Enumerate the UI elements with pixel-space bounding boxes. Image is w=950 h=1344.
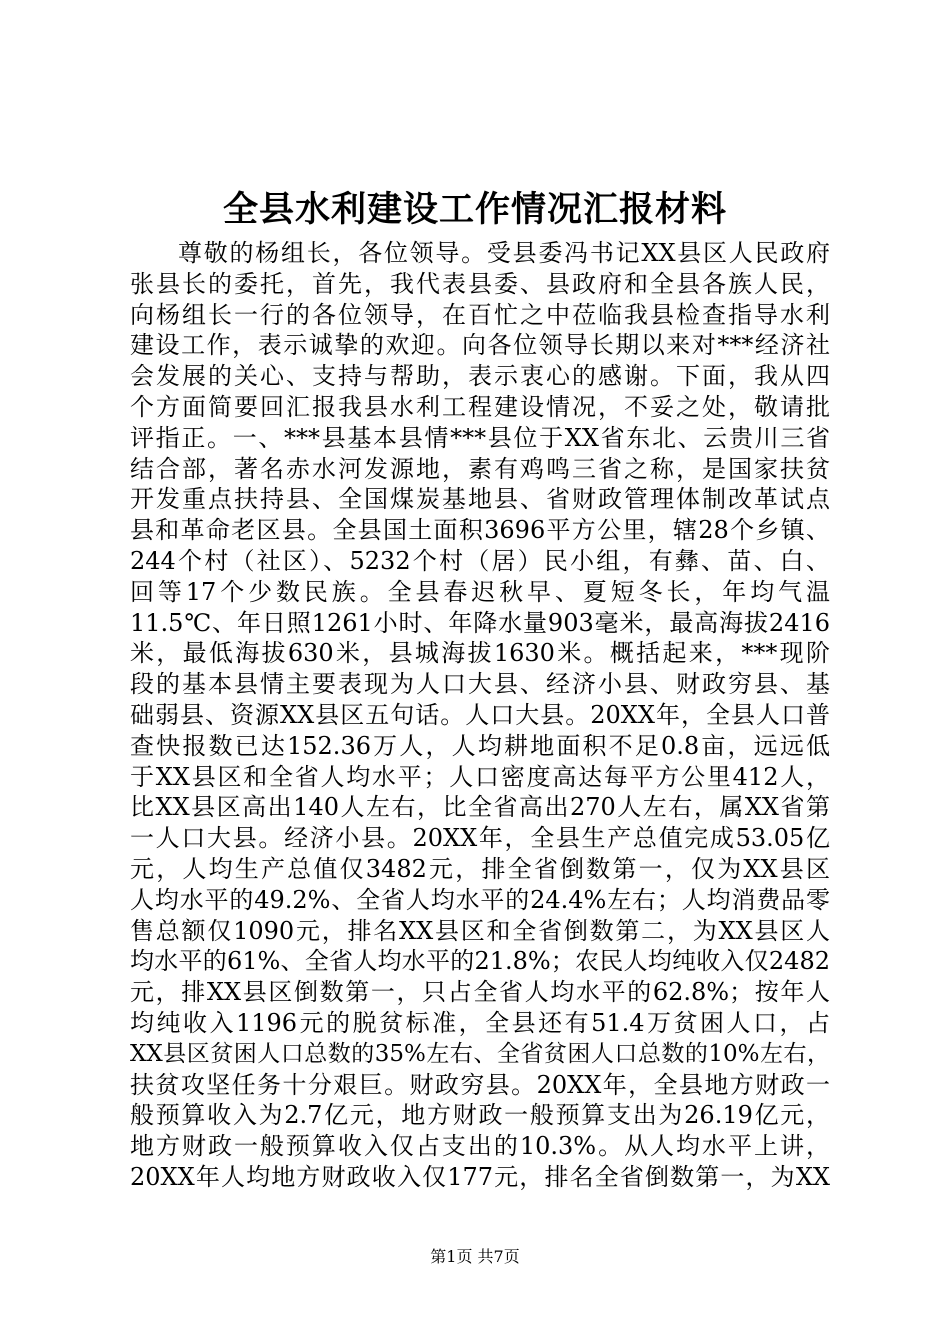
body-line: 段的基本县情主要表现为人口大县、经济小县、财政穷县、基 (130, 670, 830, 699)
body-line: 会发展的关心、支持与帮助，表示衷心的感谢。下面，我从四 (130, 362, 830, 391)
body-line: 般预算收入为2.7亿元，地方财政一般预算支出为26.19亿元， (130, 1101, 830, 1130)
body-line: 均纯收入1196元的脱贫标准，全县还有51.4万贫困人口，占 (130, 1008, 830, 1037)
body-line: 开发重点扶持县、全国煤炭基地县、省财政管理体制改革试点 (130, 485, 830, 514)
body-line: 础弱县、资源XX县区五句话。人口大县。20XX年，全县人口普 (130, 700, 830, 729)
body-line: 元，排XX县区倒数第一，只占全省人均水平的62.8%；按年人 (130, 978, 830, 1007)
body-line: 尊敬的杨组长，各位领导。受县委冯书记XX县区人民政府 (178, 239, 830, 267)
body-line: 售总额仅1090元，排名XX县区和全省倒数第二，为XX县区人 (130, 916, 830, 945)
body-line: 个方面简要回汇报我县水利工程建设情况，不妥之处，敬请批 (130, 392, 830, 421)
body-line: 均水平的61%、全省人均水平的21.8%；农民人均纯收入仅2482 (130, 947, 830, 976)
body-line: 地方财政一般预算收入仅占支出的10.3%。从人均水平上讲， (130, 1132, 830, 1161)
body-line: 244个村（社区）、5232个村（居）民小组，有彝、苗、白、 (130, 546, 830, 575)
body-line: 米，最低海拔630米，县城海拔1630米。概括起来，***现阶 (130, 639, 830, 668)
document-body (130, 238, 830, 1193)
body-line: 元，人均生产总值仅3482元，排全省倒数第一，仅为XX县区 (130, 854, 830, 883)
document-title: 全县水利建设工作情况汇报材料 (222, 189, 727, 230)
body-line: 向杨组长一行的各位领导，在百忙之中莅临我县检查指导水利 (130, 300, 830, 329)
body-line: 于XX县区和全省人均水平；人口密度高达每平方公里412人， (130, 762, 830, 791)
body-line: 评指正。一、***县基本县情***县位于XX省东北、云贵川三省 (130, 423, 830, 452)
body-line: 张县长的委托，首先，我代表县委、县政府和全县各族人民， (130, 269, 830, 298)
body-line: 建设工作，表示诚挚的欢迎。向各位领导长期以来对***经济社 (130, 331, 830, 360)
body-line: XX县区贫困人口总数的35%左右、全省贫困人口总数的10%左右， (130, 1040, 830, 1067)
body-line: 20XX年人均地方财政收入仅177元，排名全省倒数第一，为XX (130, 1162, 830, 1191)
body-line: 比XX县区高出140人左右，比全省高出270人左右，属XX省第 (130, 793, 830, 822)
body-line: 一人口大县。经济小县。20XX年，全县生产总值完成53.05亿 (130, 824, 830, 853)
body-line: 县和革命老区县。全县国土面积3696平方公里，辖28个乡镇、 (130, 516, 830, 545)
body-line: 查快报数已达152.36万人，人均耕地面积不足0.8亩，远远低 (130, 731, 830, 760)
page-footer: 第1页 共7页 (430, 1247, 520, 1266)
body-line: 结合部，著名赤水河发源地，素有鸡鸣三省之称，是国家扶贫 (130, 454, 830, 483)
body-line: 人均水平的49.2%、全省人均水平的24.4%左右；人均消费品零 (130, 885, 830, 914)
body-line: 回等17个少数民族。全县春迟秋早、夏短冬长，年均气温 (130, 577, 830, 606)
body-line: 扶贫攻坚任务十分艰巨。财政穷县。20XX年，全县地方财政一 (130, 1070, 830, 1099)
body-line: 11.5℃、年日照1261小时、年降水量903毫米，最高海拔2416 (130, 608, 830, 637)
